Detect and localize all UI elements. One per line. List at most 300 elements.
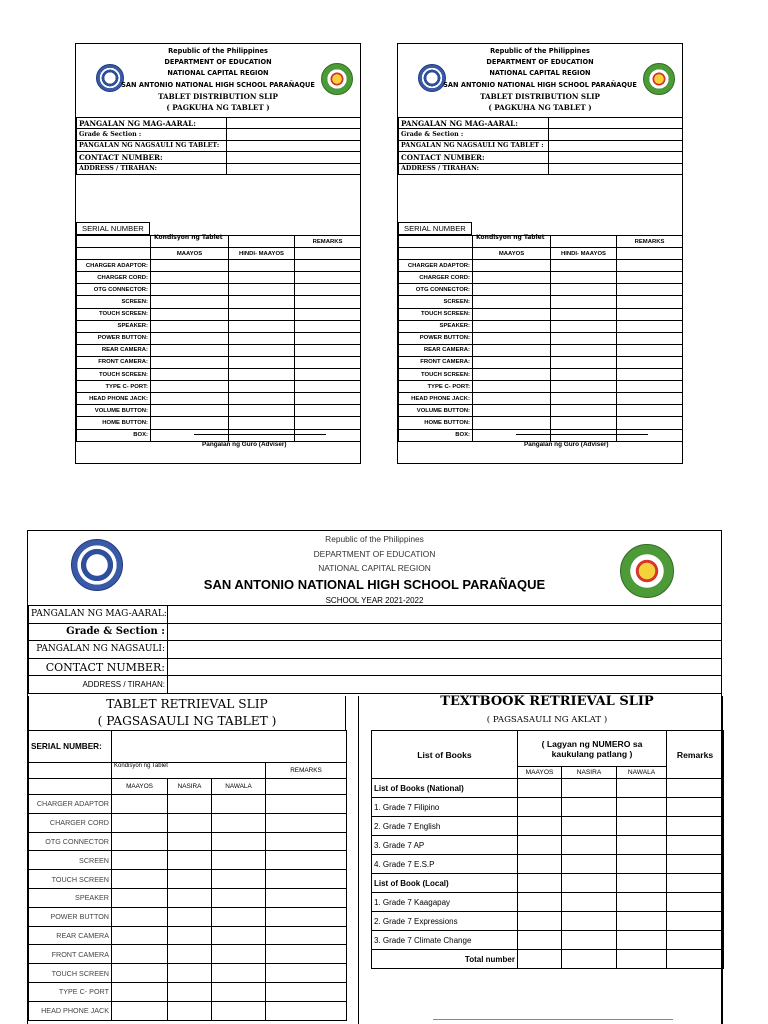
cell[interactable] (151, 369, 229, 381)
item-label: CHARGER ADAPTOR: (399, 260, 473, 272)
cell[interactable] (551, 284, 617, 296)
contact-label: CONTACT NUMBER: (399, 152, 549, 163)
remarks-header: REMARKS (266, 763, 347, 779)
item-label: VOLUME BUTTON: (399, 405, 473, 417)
cell[interactable] (229, 381, 295, 393)
address-label: ADDRESS / TIRAHAN: (29, 676, 168, 694)
cell[interactable] (168, 945, 212, 964)
item-label: POWER BUTTON: (399, 332, 473, 344)
cell[interactable] (551, 381, 617, 393)
grade-label: Grade & Section : (77, 129, 227, 140)
cell[interactable] (168, 851, 212, 870)
form-header (28, 531, 721, 605)
cell[interactable] (112, 832, 168, 851)
item-label: REAR CAMERA: (77, 344, 151, 356)
cell[interactable] (617, 950, 667, 969)
cell[interactable] (112, 795, 168, 814)
cell[interactable] (551, 260, 617, 272)
national-group-label: List of Books (National) (372, 779, 518, 798)
total-number-label: Total number (372, 950, 518, 969)
cell[interactable] (112, 851, 168, 870)
cell[interactable] (229, 284, 295, 296)
cell[interactable] (295, 272, 361, 284)
cell[interactable] (551, 393, 617, 405)
item-label: TOUCH SCREEN: (77, 308, 151, 320)
cell[interactable] (168, 813, 212, 832)
address-field[interactable] (549, 163, 683, 174)
cell[interactable] (229, 429, 295, 441)
returner-label: PANGALAN NG NAGSAULI NG TABLET : (399, 140, 549, 151)
address-label: ADDRESS / TIRAHAN: (399, 163, 549, 174)
cell[interactable] (617, 381, 683, 393)
cell[interactable] (266, 795, 347, 814)
address-field[interactable] (168, 676, 722, 694)
cell[interactable] (112, 888, 168, 907)
cell[interactable] (617, 855, 667, 874)
cell[interactable] (518, 836, 562, 855)
item-label: TOUCH SCREEN (29, 870, 112, 889)
cell[interactable] (112, 1001, 168, 1020)
cell[interactable] (473, 320, 551, 332)
item-label: CHARGER ADAPTOR: (77, 260, 151, 272)
item-label: SPEAKER (29, 888, 112, 907)
cell[interactable] (617, 296, 683, 308)
cell[interactable] (229, 405, 295, 417)
nasira-header: NASIRA (562, 767, 617, 779)
grade-field[interactable] (549, 129, 683, 140)
textbook-table (371, 730, 724, 969)
cell[interactable] (473, 369, 551, 381)
cell[interactable] (295, 320, 361, 332)
cell[interactable] (551, 417, 617, 429)
cell[interactable] (266, 832, 347, 851)
cell[interactable] (112, 926, 168, 945)
info-table (398, 117, 683, 175)
info-table (76, 117, 361, 175)
region-text: NATIONAL CAPITAL REGION (167, 69, 269, 78)
cell[interactable] (151, 284, 229, 296)
hindi-maayos-header: HINDI- MAAYOS (551, 248, 617, 260)
cell[interactable] (295, 429, 361, 441)
nawala-header: NAWALA (617, 767, 667, 779)
cell[interactable] (212, 964, 266, 983)
cell[interactable] (229, 332, 295, 344)
returner-field[interactable] (549, 140, 683, 151)
cell[interactable] (168, 926, 212, 945)
cell[interactable] (617, 429, 683, 441)
returner-field[interactable] (227, 140, 361, 151)
serial-number-label: SERIAL NUMBER (398, 222, 472, 235)
cell[interactable] (617, 893, 667, 912)
cell[interactable] (212, 1001, 266, 1020)
cell[interactable] (617, 356, 683, 368)
cell[interactable] (667, 836, 724, 855)
signature-line (194, 434, 326, 435)
cell[interactable] (229, 344, 295, 356)
cell[interactable] (112, 982, 168, 1001)
cell[interactable] (617, 308, 683, 320)
cell[interactable] (667, 931, 724, 950)
cell[interactable] (551, 369, 617, 381)
cell[interactable] (295, 332, 361, 344)
slip-title: TABLET DISTRIBUTION SLIP (158, 91, 278, 101)
cell[interactable] (473, 260, 551, 272)
serial-number-label: SERIAL NUMBER (76, 222, 150, 235)
cell[interactable] (473, 284, 551, 296)
cell[interactable] (473, 393, 551, 405)
cell[interactable] (617, 931, 667, 950)
cell[interactable] (229, 308, 295, 320)
book-item: 1. Grade 7 Kaagapay (372, 893, 518, 912)
cell[interactable] (229, 393, 295, 405)
item-label: TOUCH SCREEN (29, 964, 112, 983)
returner-label: PANGALAN NG NAGSAULI NG TABLET: (77, 140, 227, 151)
returner-label: PANGALAN NG NAGSAULI: (29, 641, 168, 659)
cell[interactable] (151, 405, 229, 417)
cell[interactable] (295, 381, 361, 393)
right-border (722, 696, 723, 1024)
cell[interactable] (168, 964, 212, 983)
cell[interactable] (473, 344, 551, 356)
item-label: TOUCH SCREEN: (399, 308, 473, 320)
cell[interactable] (551, 308, 617, 320)
cell[interactable] (212, 888, 266, 907)
cell[interactable] (551, 356, 617, 368)
tablet-retrieval-heading (28, 696, 346, 731)
cell[interactable] (295, 405, 361, 417)
info-table (28, 605, 722, 694)
kondisyon-header: Kondisyon ng Tablet (112, 763, 266, 779)
cell[interactable] (617, 284, 683, 296)
item-label: SCREEN (29, 851, 112, 870)
item-label: FRONT CAMERA: (399, 356, 473, 368)
cell[interactable] (551, 296, 617, 308)
item-label: CHARGER CORD (29, 813, 112, 832)
cell[interactable] (112, 945, 168, 964)
cell[interactable] (667, 817, 724, 836)
item-label: CHARGER ADAPTOR (29, 795, 112, 814)
returner-field[interactable] (168, 641, 722, 659)
cell[interactable] (168, 795, 212, 814)
item-label: SCREEN: (77, 296, 151, 308)
item-label: SPEAKER: (77, 320, 151, 332)
cell[interactable] (168, 888, 212, 907)
region-text: NATIONAL CAPITAL REGION (318, 563, 431, 573)
cell[interactable] (151, 381, 229, 393)
student-field[interactable] (168, 606, 722, 624)
item-label: BOX: (77, 429, 151, 441)
cell[interactable] (212, 851, 266, 870)
cell[interactable] (473, 381, 551, 393)
cell[interactable] (229, 296, 295, 308)
cell[interactable] (617, 369, 683, 381)
republic-text: Republic of the Philippines (325, 534, 424, 544)
cell[interactable] (151, 344, 229, 356)
cell[interactable] (617, 272, 683, 284)
cell[interactable] (229, 320, 295, 332)
cell[interactable] (266, 870, 347, 889)
maayos-header: MAAYOS (112, 779, 168, 795)
cell[interactable] (112, 964, 168, 983)
book-item: 2. Grade 7 Expressions (372, 912, 518, 931)
remarks-header: REMARKS (617, 236, 683, 248)
cell[interactable] (617, 417, 683, 429)
cell[interactable] (212, 945, 266, 964)
item-label: OTG CONNECTOR (29, 832, 112, 851)
student-field[interactable] (549, 118, 683, 129)
condition-table (398, 235, 683, 442)
cell[interactable] (266, 926, 347, 945)
cell[interactable] (473, 296, 551, 308)
student-label: PANGALAN NG MAG-AARAL: (77, 118, 227, 129)
cell[interactable] (295, 393, 361, 405)
remarks-header: Remarks (667, 731, 724, 779)
item-label: OTG CONNECTOR: (77, 284, 151, 296)
cell[interactable] (266, 851, 347, 870)
cell[interactable] (212, 870, 266, 889)
cell[interactable] (551, 272, 617, 284)
book-item: 2. Grade 7 English (372, 817, 518, 836)
cell[interactable] (617, 836, 667, 855)
cell[interactable] (617, 405, 683, 417)
item-label: HOME BUTTON: (399, 417, 473, 429)
cell[interactable] (617, 320, 683, 332)
cell[interactable] (518, 912, 562, 931)
cell[interactable] (229, 272, 295, 284)
cell[interactable] (212, 813, 266, 832)
cell[interactable] (617, 260, 683, 272)
item-label: TYPE C- PORT: (399, 381, 473, 393)
student-field[interactable] (227, 118, 361, 129)
cell[interactable] (151, 417, 229, 429)
cell[interactable] (295, 369, 361, 381)
cell[interactable] (562, 931, 617, 950)
hindi-maayos-header: HINDI- MAAYOS (229, 248, 295, 260)
school-text: SAN ANTONIO NATIONAL HIGH SCHOOL PARAÑAQUE (443, 80, 637, 89)
item-label: REAR CAMERA (29, 926, 112, 945)
cell[interactable] (266, 907, 347, 926)
divider (358, 696, 359, 1024)
cell[interactable] (617, 344, 683, 356)
cell[interactable] (229, 417, 295, 429)
cell[interactable] (667, 855, 724, 874)
cell[interactable] (112, 907, 168, 926)
serial-number-field[interactable] (112, 731, 347, 763)
item-label: SCREEN: (399, 296, 473, 308)
cell[interactable] (617, 817, 667, 836)
cell[interactable] (473, 356, 551, 368)
cell[interactable] (212, 795, 266, 814)
cell[interactable] (168, 907, 212, 926)
cell[interactable] (551, 429, 617, 441)
cell[interactable] (295, 296, 361, 308)
item-label: HEAD PHONE JACK (29, 1001, 112, 1020)
cell[interactable] (551, 320, 617, 332)
cell[interactable] (266, 1001, 347, 1020)
cell[interactable] (562, 817, 617, 836)
instruction-header: ( Lagyan ng NUMERO sa kaukulang patlang ) (518, 731, 667, 767)
nawala-header: NAWALA (212, 779, 266, 795)
department-text: DEPARTMENT OF EDUCATION (486, 58, 594, 67)
retrieval-form (27, 530, 722, 1024)
distribution-slip-left (75, 43, 361, 464)
item-label: SPEAKER: (399, 320, 473, 332)
cell[interactable] (518, 817, 562, 836)
tablet-retrieval-subtitle: ( PAGSASAULI NG TABLET ) (97, 714, 277, 728)
department-text: DEPARTMENT OF EDUCATION (313, 548, 436, 559)
cell[interactable] (518, 931, 562, 950)
signature-line (433, 1019, 673, 1020)
cell[interactable] (151, 296, 229, 308)
condition-table (76, 235, 361, 442)
cell[interactable] (266, 813, 347, 832)
serial-number-label: SERIAL NUMBER: (29, 731, 112, 763)
local-group-label: List of Book (Local) (372, 874, 518, 893)
address-label: ADDRESS / TIRAHAN: (77, 163, 227, 174)
cell[interactable] (473, 272, 551, 284)
cell[interactable] (266, 964, 347, 983)
cell[interactable] (617, 912, 667, 931)
cell[interactable] (562, 836, 617, 855)
tablet-condition-table (28, 730, 347, 1021)
nasira-header: NASIRA (168, 779, 212, 795)
cell[interactable] (151, 260, 229, 272)
cell[interactable] (229, 260, 295, 272)
cell[interactable] (617, 332, 683, 344)
signature-line (516, 434, 648, 435)
cell[interactable] (617, 393, 683, 405)
cell[interactable] (112, 870, 168, 889)
cell[interactable] (667, 798, 724, 817)
cell[interactable] (212, 982, 266, 1001)
grade-label: Grade & Section : (399, 129, 549, 140)
textbook-subtitle: ( PAGSASAULI NG AKLAT ) (486, 715, 608, 725)
slip-subtitle: ( PAGKUHA NG TABLET ) (166, 103, 270, 113)
school-text: SAN ANTONIO NATIONAL HIGH SCHOOL PARAÑAQUE (121, 80, 315, 89)
cell[interactable] (518, 950, 562, 969)
region-text: NATIONAL CAPITAL REGION (489, 69, 591, 78)
cell[interactable] (551, 332, 617, 344)
cell[interactable] (295, 344, 361, 356)
cell[interactable] (551, 344, 617, 356)
contact-label: CONTACT NUMBER: (77, 152, 227, 163)
cell[interactable] (151, 320, 229, 332)
contact-field[interactable] (227, 152, 361, 163)
distribution-slip-right (397, 43, 683, 464)
student-label: PANGALAN NG MAG-AARAL: (29, 606, 168, 624)
cell[interactable] (295, 356, 361, 368)
cell[interactable] (151, 272, 229, 284)
address-field[interactable] (227, 163, 361, 174)
grade-field[interactable] (227, 129, 361, 140)
cell[interactable] (168, 982, 212, 1001)
cell[interactable] (551, 405, 617, 417)
maayos-header: MAAYOS (151, 248, 229, 260)
item-label: POWER BUTTON: (77, 332, 151, 344)
contact-field[interactable] (168, 658, 722, 676)
book-item: 3. Grade 7 Climate Change (372, 931, 518, 950)
slip-subtitle: ( PAGKUHA NG TABLET ) (488, 103, 592, 113)
item-label: TOUCH SCREEN: (77, 369, 151, 381)
grade-field[interactable] (168, 623, 722, 641)
cell[interactable] (212, 907, 266, 926)
remarks-header: REMARKS (295, 236, 361, 248)
adviser-label: Pangalan ng Guro (Adviser) (524, 441, 609, 448)
cell[interactable] (562, 912, 617, 931)
cell[interactable] (112, 813, 168, 832)
cell[interactable] (667, 950, 724, 969)
item-label: POWER BUTTON (29, 907, 112, 926)
slip-title: TABLET DISTRIBUTION SLIP (480, 91, 600, 101)
cell[interactable] (212, 926, 266, 945)
cell[interactable] (562, 950, 617, 969)
item-label: FRONT CAMERA: (77, 356, 151, 368)
republic-text: Republic of the Philippines (168, 47, 268, 55)
cell[interactable] (473, 429, 551, 441)
cell[interactable] (151, 429, 229, 441)
cell[interactable] (617, 798, 667, 817)
cell[interactable] (168, 832, 212, 851)
cell[interactable] (295, 260, 361, 272)
contact-field[interactable] (549, 152, 683, 163)
cell[interactable] (151, 356, 229, 368)
school-year-text: SCHOOL YEAR 2021-2022 (325, 595, 424, 605)
cell[interactable] (212, 832, 266, 851)
cell[interactable] (151, 332, 229, 344)
cell[interactable] (229, 356, 295, 368)
item-label: HEAD PHONE JACK: (399, 393, 473, 405)
cell[interactable] (168, 1001, 212, 1020)
cell[interactable] (266, 945, 347, 964)
cell[interactable] (151, 393, 229, 405)
cell[interactable] (151, 308, 229, 320)
book-item: 4. Grade 7 E.S.P (372, 855, 518, 874)
item-label: FRONT CAMERA (29, 945, 112, 964)
kondisyon-header: Kondisyon ng Tablet (154, 234, 223, 241)
department-text: DEPARTMENT OF EDUCATION (164, 58, 272, 67)
book-item: 1. Grade 7 Filipino (372, 798, 518, 817)
cell[interactable] (667, 912, 724, 931)
item-label: HEAD PHONE JACK: (77, 393, 151, 405)
cell[interactable] (473, 308, 551, 320)
item-label: CHARGER CORD: (77, 272, 151, 284)
cell[interactable] (518, 798, 562, 817)
item-label: TYPE C- PORT: (77, 381, 151, 393)
cell[interactable] (518, 855, 562, 874)
cell[interactable] (473, 332, 551, 344)
cell[interactable] (295, 417, 361, 429)
cell[interactable] (295, 284, 361, 296)
item-label: BOX: (399, 429, 473, 441)
cell[interactable] (473, 405, 551, 417)
cell[interactable] (473, 417, 551, 429)
item-label: OTG CONNECTOR: (399, 284, 473, 296)
cell[interactable] (562, 798, 617, 817)
cell[interactable] (295, 308, 361, 320)
cell[interactable] (266, 888, 347, 907)
item-label: TYPE C- PORT (29, 982, 112, 1001)
cell[interactable] (667, 893, 724, 912)
item-label: CHARGER CORD: (399, 272, 473, 284)
cell[interactable] (168, 870, 212, 889)
cell[interactable] (229, 369, 295, 381)
cell[interactable] (266, 982, 347, 1001)
cell[interactable] (562, 855, 617, 874)
book-item: 3. Grade 7 AP (372, 836, 518, 855)
cell[interactable] (562, 893, 617, 912)
slip-header (76, 44, 360, 117)
cell[interactable] (518, 893, 562, 912)
